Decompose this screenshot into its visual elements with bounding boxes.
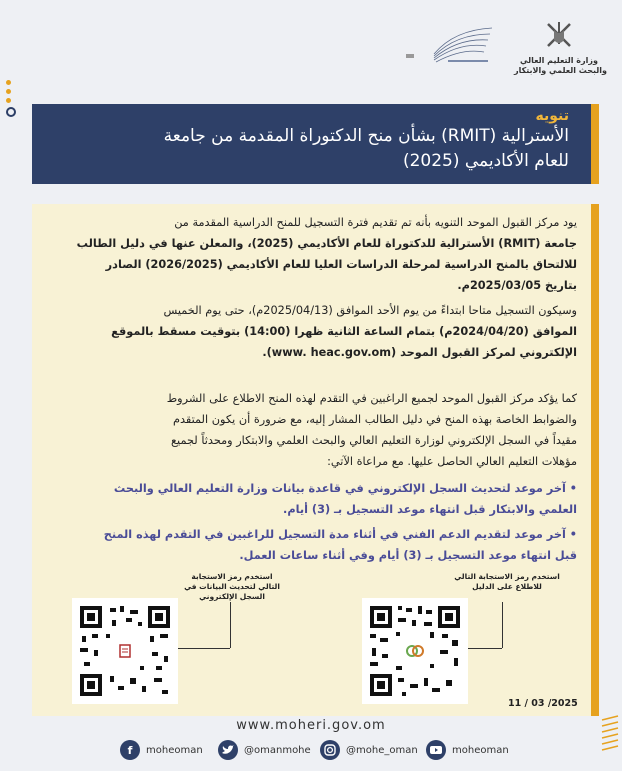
text-line: • آخر موعد لتقديم الدعم الفني في أثناء مدة التسجيل للراغبين في التقدم لهذه المنح bbox=[103, 528, 577, 541]
text-line: قبل انتهاء موعد التسجيل بـ (3) أيام وفي أثناء ساعات العمل. bbox=[239, 549, 577, 562]
header bbox=[0, 0, 622, 90]
notice-body bbox=[32, 204, 599, 716]
issue-date: 11 / 03 /2025 bbox=[508, 698, 578, 709]
vision-logo-icon bbox=[404, 24, 496, 70]
text-line: جامعة (RMIT) الأسترالية للدكتوراة للعام الأكاديمي (2025)، والمعلن عنها في دليل الطالب bbox=[76, 237, 577, 250]
oman-emblem-icon bbox=[542, 20, 576, 50]
social-handle: @omanmohe bbox=[244, 744, 311, 756]
paragraph-registration bbox=[52, 212, 577, 296]
qr-code-guide[interactable] bbox=[362, 598, 468, 704]
youtube-icon bbox=[426, 740, 446, 760]
social-handle: moheoman bbox=[146, 744, 203, 756]
ministry-name-line2: والبحث العلمي والابتكار bbox=[514, 66, 607, 75]
social-youtube[interactable] bbox=[426, 740, 509, 760]
decorative-dots bbox=[6, 80, 16, 121]
facebook-icon: f bbox=[120, 740, 140, 760]
bullet-record-update bbox=[52, 478, 577, 520]
ministry-name-line1: وزارة التعليم العالي bbox=[520, 56, 598, 65]
text-line: مؤهلات التعليم العالي الحاصل عليها. مع مراعاة الآتي: bbox=[327, 455, 577, 468]
qr-code-record-update[interactable] bbox=[72, 598, 178, 704]
text-line: للالتحاق بالمنح الدراسية لمرحلة الدراسات العليا للعام الأكاديمي (2026/2025) الصادر bbox=[105, 258, 577, 271]
social-instagram[interactable] bbox=[320, 740, 418, 760]
qr-code-icon bbox=[362, 598, 468, 704]
paragraph-dates bbox=[52, 300, 577, 363]
qr-code-icon bbox=[72, 598, 178, 704]
text-line: مقيداً في السجل الإلكتروني لوزارة التعليم العالي والبحث العلمي والابتكار ومحدثاً لجميع bbox=[171, 434, 577, 447]
qr-guide-label: استخدم رمز الاستجابة التالي للاطلاع على الدليل bbox=[454, 572, 560, 591]
bullet-technical-support bbox=[52, 524, 577, 566]
title-banner bbox=[32, 104, 599, 184]
paragraph-requirements bbox=[52, 388, 577, 472]
social-handle: @mohe_oman bbox=[346, 744, 418, 756]
social-twitter[interactable] bbox=[218, 740, 311, 760]
text-line: الموافق (2024/04/20م) بتمام الساعة الثانية ظهرا (14:00) بتوقيت مسقط بالموقع bbox=[111, 325, 577, 338]
text-line: والضوابط الخاصة بهذه المنح في دليل الطالب المشار إليه، مع ضرورة أن يكون المتقدم bbox=[172, 413, 577, 426]
title-line2: للعام الأكاديمي (2025) bbox=[402, 151, 569, 171]
social-facebook[interactable] bbox=[120, 740, 203, 760]
text-line: بتاريخ 2025/03/05م. bbox=[457, 279, 577, 292]
instagram-icon bbox=[320, 740, 340, 760]
text-line: • آخر موعد لتحديث السجل الإلكتروني في قاعدة بيانات وزارة التعليم العالي والبحث bbox=[113, 482, 577, 495]
text-line: وسيكون التسجيل متاحا ابتداءً من يوم الأحد الموافق (2025/04/13م)، حتى يوم الخميس bbox=[163, 304, 577, 317]
text-line: العلمي والابتكار قبل انتهاء موعد التسجيل بـ (3) أيام. bbox=[283, 503, 577, 516]
twitter-icon bbox=[218, 740, 238, 760]
text-line: كما يؤكد مركز القبول الموحد لجميع الراغبين في التقدم لهذه المنح الاطلاع على الشروط bbox=[166, 392, 577, 405]
title-line1: بشأن منح الدكتوراة المقدمة من جامعة (RMIT) الأسترالية bbox=[163, 126, 569, 146]
qr-update-label: استخدم رمز الاستجابة التالي لتحديث البيانات في السجل الإلكتروني bbox=[184, 572, 280, 601]
text-line: يود مركز القبول الموحد التنويه بأنه تم تقديم فترة التسجيل للمنح الدراسية المقدمة من bbox=[174, 216, 577, 229]
website-link[interactable]: www.moheri.gov.om bbox=[236, 718, 386, 733]
social-handle: moheoman bbox=[452, 744, 509, 756]
ministry-logo bbox=[514, 20, 607, 76]
notice-tag: تنويه bbox=[535, 108, 569, 124]
social-links bbox=[0, 738, 622, 762]
text-line: الإلكتروني لمركز القبول الموحد (www. heac.gov.om). bbox=[262, 346, 577, 359]
